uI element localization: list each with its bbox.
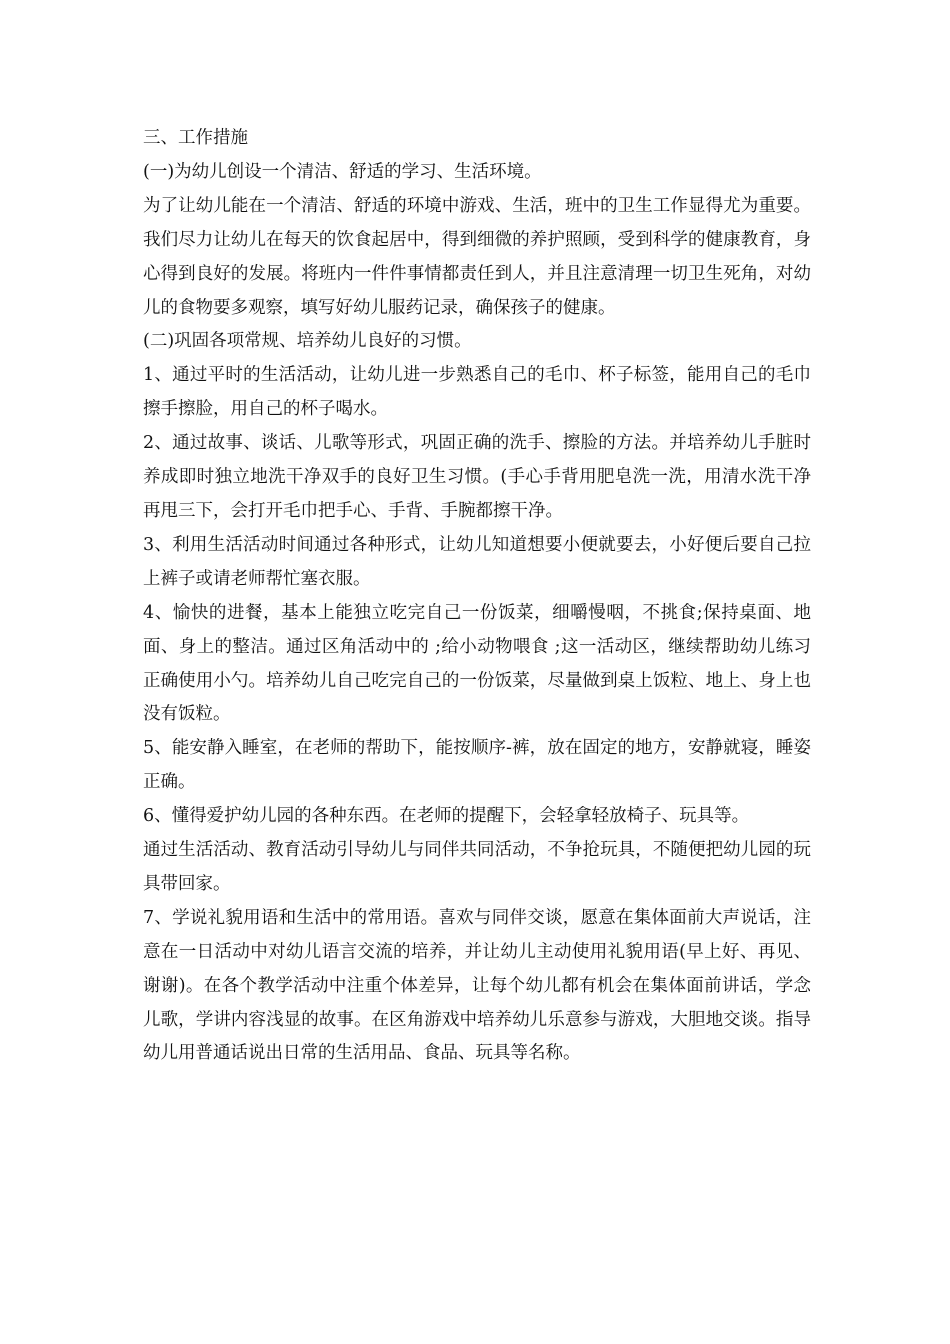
section1-body: 为了让幼儿能在一个清洁、舒适的环境中游戏、生活，班中的卫生工作显得尤为重要。我们尽力让幼儿在每天的饮食起居中，得到细微的养护照顾，受到科学的健康教育，身心得到良好的发展。将班内一件件事情都责任到人，并且注意清理一切卫生死角，对幼儿的食物要多观察，填写好幼儿服药记录，确保孩子的健康。 — [143, 195, 811, 318]
list-item: 2、通过故事、谈话、儿歌等形式，巩固正确的洗手、擦脸的方法。并培养幼儿手脏时养成即时独立地洗干净双手的良好卫生习惯。(手心手背用肥皂洗一洗，用清水洗干净再甩三下，会打开毛巾把手心、手背、手腕都擦干净。 — [143, 433, 811, 521]
document-page — [143, 122, 811, 1071]
list-item: 1、通过平时的生活活动，让幼儿进一步熟悉自己的毛巾、杯子标签，能用自己的毛巾擦手擦脸，用自己的杯子喝水。 — [143, 365, 811, 420]
list-item: 5、能安静入睡室，在老师的帮助下，能按顺序-裤，放在固定的地方，安静就寝，睡姿正确。 — [143, 738, 811, 793]
section2-title: (二)巩固各项常规、培养幼儿良好的习惯。 — [143, 331, 472, 352]
list-item: 4、愉快的进餐，基本上能独立吃完自己一份饭菜，细嚼慢咽，不挑食;保持桌面、地面、身上的整洁。通过区角活动中的 ;给小动物喂食 ;这一活动区，继续帮助幼儿练习正确使用小勺。培养幼儿自己吃完自己的一份饭菜，尽量做到桌上饭粒、地上、身上也没有饭粒。 — [143, 602, 811, 725]
list-item: 通过生活活动、教育活动引导幼儿与同伴共同活动，不争抢玩具，不随便把幼儿园的玩具带回家。 — [143, 840, 811, 894]
list-item: 6、懂得爱护幼儿园的各种东西。在老师的提醒下，会轻拿轻放椅子、玩具等。 — [143, 806, 750, 827]
list-item: 3、利用生活活动时间通过各种形式，让幼儿知道想要小便就要去，小好便后要自己拉上裤子或请老师帮忙塞衣服。 — [143, 534, 811, 589]
section-heading: 三、工作措施 — [143, 128, 248, 148]
section1-title: (一)为幼儿创设一个清洁、舒适的学习、生活环境。 — [143, 161, 542, 182]
list-item: 7、学说礼貌用语和生活中的常用语。喜欢与同伴交谈，愿意在集体面前大声说话，注意在一日活动中对幼儿语言交流的培养，并让幼儿主动使用礼貌用语(早上好、再见、谢谢)。在各个教学活动中注重个体差异，让每个幼儿都有机会在集体面前讲话，学念儿歌，学讲内容浅显的故事。在区角游戏中培养幼儿乐意参与游戏，大胆地交谈。指导幼儿用普通话说出日常的生活用品、食品、玩具等名称。 — [143, 907, 811, 1064]
